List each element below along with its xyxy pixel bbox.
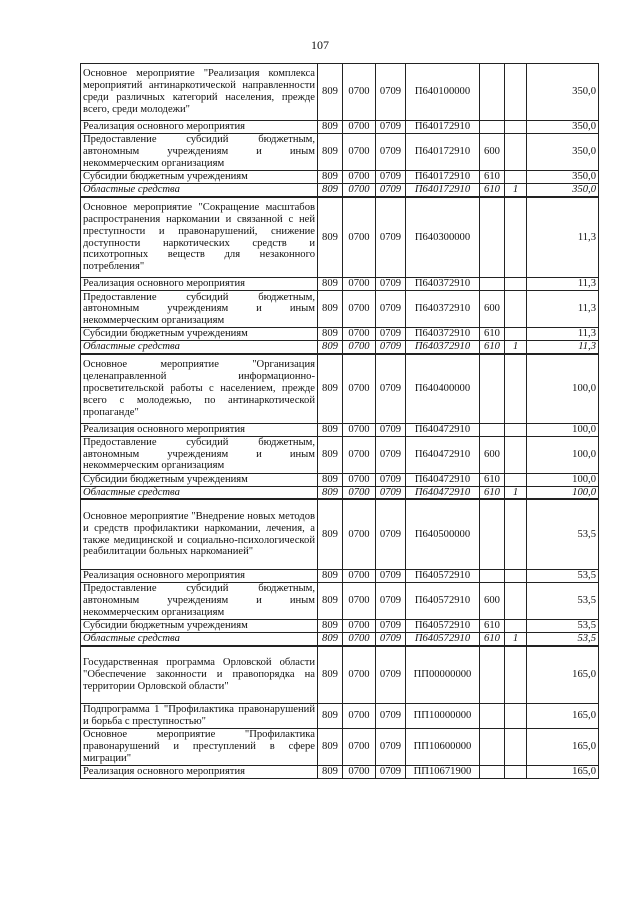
fund-source-cell: 1 [505, 184, 527, 197]
fund-source-cell: 1 [505, 632, 527, 645]
ministry-code-cell: 809 [318, 423, 343, 436]
ministry-code-cell: 809 [318, 632, 343, 645]
expense-type-cell: 600 [480, 582, 505, 619]
fund-source-cell [505, 121, 527, 134]
table-row [81, 729, 599, 765]
target-article-cell: П640572910 [406, 632, 480, 645]
section-code-cell: 0700 [343, 569, 376, 582]
section-code-cell: 0700 [343, 486, 376, 499]
row-name-cell: Областные средства [81, 341, 318, 354]
fund-source-cell [505, 423, 527, 436]
ministry-code-cell: 809 [318, 729, 343, 765]
section-code-cell: 0700 [343, 765, 376, 778]
fund-source-cell [505, 278, 527, 291]
expense-type-cell: 600 [480, 134, 505, 171]
section-code-cell: 0700 [343, 423, 376, 436]
ministry-code-cell: 809 [318, 328, 343, 341]
expense-type-cell: 600 [480, 291, 505, 328]
section-code-cell: 0700 [343, 278, 376, 291]
row-name-cell: Реализация основного мероприятия [81, 423, 318, 436]
row-name-cell: Областные средства [81, 486, 318, 499]
fund-source-cell [505, 704, 527, 729]
table-row [81, 291, 599, 328]
amount-cell: 100,0 [527, 354, 599, 423]
table-row [81, 328, 599, 341]
expense-type-cell: 610 [480, 328, 505, 341]
fund-source-cell [505, 729, 527, 765]
table-row [81, 765, 599, 778]
fund-source-cell [505, 436, 527, 473]
subsection-code-cell: 0709 [376, 704, 406, 729]
fund-source-cell [505, 473, 527, 486]
subsection-code-cell: 0709 [376, 569, 406, 582]
expense-type-cell [480, 646, 505, 704]
subsection-code-cell: 0709 [376, 341, 406, 354]
expense-type-cell: 610 [480, 619, 505, 632]
ministry-code-cell: 809 [318, 619, 343, 632]
target-article-cell: П640500000 [406, 499, 480, 569]
fund-source-cell [505, 582, 527, 619]
section-code-cell: 0700 [343, 328, 376, 341]
table-row [81, 499, 599, 569]
table-row [81, 197, 599, 278]
section-code-cell: 0700 [343, 582, 376, 619]
target-article-cell: П640472910 [406, 473, 480, 486]
section-code-cell: 0700 [343, 184, 376, 197]
subsection-code-cell: 0709 [376, 499, 406, 569]
amount-cell: 11,3 [527, 278, 599, 291]
row-name-cell: Субсидии бюджетным учреждениям [81, 328, 318, 341]
subsection-code-cell: 0709 [376, 278, 406, 291]
amount-cell: 53,5 [527, 619, 599, 632]
amount-cell: 350,0 [527, 134, 599, 171]
amount-cell: 350,0 [527, 171, 599, 184]
section-code-cell: 0700 [343, 291, 376, 328]
table-row [81, 582, 599, 619]
target-article-cell: П640372910 [406, 291, 480, 328]
expense-type-cell [480, 423, 505, 436]
fund-source-cell [505, 569, 527, 582]
ministry-code-cell: 809 [318, 436, 343, 473]
amount-cell: 350,0 [527, 121, 599, 134]
subsection-code-cell: 0709 [376, 171, 406, 184]
ministry-code-cell: 809 [318, 134, 343, 171]
table-row [81, 473, 599, 486]
target-article-cell: П640572910 [406, 619, 480, 632]
section-code-cell: 0700 [343, 64, 376, 121]
amount-cell: 165,0 [527, 765, 599, 778]
expense-type-cell: 610 [480, 341, 505, 354]
subsection-code-cell: 0709 [376, 473, 406, 486]
expense-type-cell: 610 [480, 486, 505, 499]
subsection-code-cell: 0709 [376, 646, 406, 704]
fund-source-cell [505, 134, 527, 171]
table-row [81, 486, 599, 499]
section-code-cell: 0700 [343, 197, 376, 278]
expense-type-cell [480, 499, 505, 569]
expense-type-cell [480, 354, 505, 423]
target-article-cell: П640400000 [406, 354, 480, 423]
subsection-code-cell: 0709 [376, 729, 406, 765]
fund-source-cell [505, 354, 527, 423]
row-name-cell: Предоставление субсидий бюджетным, автономным учреждениям и иным некоммерческим организациям [81, 291, 318, 328]
ministry-code-cell: 809 [318, 646, 343, 704]
row-name-cell: Основное мероприятие "Реализация комплекса мероприятий антинаркотической направленности среди различных категорий населения, прежде всего, среди молодежи" [81, 64, 318, 121]
amount-cell: 100,0 [527, 423, 599, 436]
row-name-cell: Областные средства [81, 184, 318, 197]
subsection-code-cell: 0709 [376, 197, 406, 278]
ministry-code-cell: 809 [318, 499, 343, 569]
subsection-code-cell: 0709 [376, 121, 406, 134]
table-row [81, 121, 599, 134]
expense-type-cell [480, 704, 505, 729]
amount-cell: 53,5 [527, 569, 599, 582]
table-row [81, 646, 599, 704]
target-article-cell: П640172910 [406, 134, 480, 171]
target-article-cell: П640572910 [406, 569, 480, 582]
section-code-cell: 0700 [343, 121, 376, 134]
subsection-code-cell: 0709 [376, 354, 406, 423]
target-article-cell: ПП10671900 [406, 765, 480, 778]
expense-type-cell [480, 197, 505, 278]
row-name-cell: Субсидии бюджетным учреждениям [81, 473, 318, 486]
row-name-cell: Предоставление субсидий бюджетным, автономным учреждениям и иным некоммерческим организациям [81, 582, 318, 619]
table-row [81, 436, 599, 473]
target-article-cell: П640472910 [406, 423, 480, 436]
table-row [81, 619, 599, 632]
fund-source-cell: 1 [505, 341, 527, 354]
subsection-code-cell: 0709 [376, 582, 406, 619]
row-name-cell: Субсидии бюджетным учреждениям [81, 171, 318, 184]
ministry-code-cell: 809 [318, 171, 343, 184]
table-row [81, 423, 599, 436]
expense-type-cell [480, 64, 505, 121]
amount-cell: 100,0 [527, 486, 599, 499]
subsection-code-cell: 0709 [376, 619, 406, 632]
ministry-code-cell: 809 [318, 121, 343, 134]
subsection-code-cell: 0709 [376, 64, 406, 121]
target-article-cell: П640172910 [406, 184, 480, 197]
target-article-cell: П640372910 [406, 341, 480, 354]
expense-type-cell [480, 765, 505, 778]
table-row [81, 134, 599, 171]
ministry-code-cell: 809 [318, 486, 343, 499]
fund-source-cell [505, 765, 527, 778]
ministry-code-cell: 809 [318, 341, 343, 354]
ministry-code-cell: 809 [318, 184, 343, 197]
ministry-code-cell: 809 [318, 64, 343, 121]
target-article-cell: П640172910 [406, 171, 480, 184]
section-code-cell: 0700 [343, 436, 376, 473]
amount-cell: 11,3 [527, 341, 599, 354]
table-row [81, 354, 599, 423]
row-name-cell: Областные средства [81, 632, 318, 645]
target-article-cell: ПП10600000 [406, 729, 480, 765]
row-name-cell: Государственная программа Орловской области "Обеспечение законности и правопорядка на территории Орловской области" [81, 646, 318, 704]
amount-cell: 100,0 [527, 436, 599, 473]
expense-type-cell: 610 [480, 473, 505, 486]
row-name-cell: Реализация основного мероприятия [81, 278, 318, 291]
target-article-cell: П640472910 [406, 436, 480, 473]
amount-cell: 350,0 [527, 64, 599, 121]
table-row [81, 64, 599, 121]
ministry-code-cell: 809 [318, 765, 343, 778]
section-code-cell: 0700 [343, 171, 376, 184]
section-code-cell: 0700 [343, 729, 376, 765]
expense-type-cell: 600 [480, 436, 505, 473]
target-article-cell: П640372910 [406, 278, 480, 291]
amount-cell: 11,3 [527, 197, 599, 278]
expense-type-cell [480, 278, 505, 291]
subsection-code-cell: 0709 [376, 184, 406, 197]
amount-cell: 53,5 [527, 499, 599, 569]
expense-type-cell: 610 [480, 171, 505, 184]
fund-source-cell [505, 619, 527, 632]
ministry-code-cell: 809 [318, 569, 343, 582]
subsection-code-cell: 0709 [376, 423, 406, 436]
fund-source-cell: 1 [505, 486, 527, 499]
amount-cell: 165,0 [527, 729, 599, 765]
amount-cell: 53,5 [527, 582, 599, 619]
ministry-code-cell: 809 [318, 582, 343, 619]
ministry-code-cell: 809 [318, 278, 343, 291]
amount-cell: 100,0 [527, 473, 599, 486]
row-name-cell: Основное мероприятие "Сокращение масштабов распространения наркомании и связанной с ней преступности и правонарушений, снижение доступности наркотических средств и психотропных веществ для незаконного потребления" [81, 197, 318, 278]
expense-type-cell [480, 729, 505, 765]
fund-source-cell [505, 291, 527, 328]
ministry-code-cell: 809 [318, 291, 343, 328]
table-row [81, 341, 599, 354]
target-article-cell: П640100000 [406, 64, 480, 121]
row-name-cell: Предоставление субсидий бюджетным, автономным учреждениям и иным некоммерческим организациям [81, 134, 318, 171]
subsection-code-cell: 0709 [376, 134, 406, 171]
section-code-cell: 0700 [343, 473, 376, 486]
amount-cell: 165,0 [527, 646, 599, 704]
expense-type-cell [480, 569, 505, 582]
fund-source-cell [505, 64, 527, 121]
section-code-cell: 0700 [343, 646, 376, 704]
fund-source-cell [505, 499, 527, 569]
table-row [81, 632, 599, 645]
ministry-code-cell: 809 [318, 354, 343, 423]
page-number: 107 [311, 38, 329, 52]
table-row [81, 569, 599, 582]
amount-cell: 11,3 [527, 291, 599, 328]
expense-type-cell: 610 [480, 632, 505, 645]
fund-source-cell [505, 328, 527, 341]
ministry-code-cell: 809 [318, 704, 343, 729]
table-row [81, 704, 599, 729]
row-name-cell: Основное мероприятие "Внедрение новых методов и средств профилактики наркомании, лечения, а также медицинской и социально-психологической реабилитации больных наркоманией" [81, 499, 318, 569]
target-article-cell: П640300000 [406, 197, 480, 278]
section-code-cell: 0700 [343, 619, 376, 632]
target-article-cell: П640372910 [406, 328, 480, 341]
ministry-code-cell: 809 [318, 473, 343, 486]
subsection-code-cell: 0709 [376, 486, 406, 499]
row-name-cell: Реализация основного мероприятия [81, 121, 318, 134]
amount-cell: 165,0 [527, 704, 599, 729]
row-name-cell: Субсидии бюджетным учреждениям [81, 619, 318, 632]
target-article-cell: П640472910 [406, 486, 480, 499]
subsection-code-cell: 0709 [376, 291, 406, 328]
budget-table [80, 63, 599, 779]
row-name-cell: Основное мероприятие "Организация целенаправленной информационно-просветительской работы с населением, прежде всего с молодежью, по антинаркотической пропаганде" [81, 354, 318, 423]
subsection-code-cell: 0709 [376, 328, 406, 341]
amount-cell: 11,3 [527, 328, 599, 341]
section-code-cell: 0700 [343, 632, 376, 645]
target-article-cell: П640572910 [406, 582, 480, 619]
section-code-cell: 0700 [343, 354, 376, 423]
amount-cell: 350,0 [527, 184, 599, 197]
target-article-cell: ПП10000000 [406, 704, 480, 729]
table-body [81, 64, 599, 779]
amount-cell: 53,5 [527, 632, 599, 645]
target-article-cell: П640172910 [406, 121, 480, 134]
row-name-cell: Реализация основного мероприятия [81, 569, 318, 582]
expense-type-cell: 610 [480, 184, 505, 197]
section-code-cell: 0700 [343, 134, 376, 171]
fund-source-cell [505, 646, 527, 704]
section-code-cell: 0700 [343, 704, 376, 729]
row-name-cell: Основное мероприятие "Профилактика правонарушений и преступлений в сфере миграции" [81, 729, 318, 765]
fund-source-cell [505, 197, 527, 278]
table-row [81, 171, 599, 184]
table-row [81, 278, 599, 291]
subsection-code-cell: 0709 [376, 632, 406, 645]
fund-source-cell [505, 171, 527, 184]
section-code-cell: 0700 [343, 341, 376, 354]
target-article-cell: ПП00000000 [406, 646, 480, 704]
section-code-cell: 0700 [343, 499, 376, 569]
row-name-cell: Предоставление субсидий бюджетным, автономным учреждениям и иным некоммерческим организациям [81, 436, 318, 473]
row-name-cell: Подпрограмма 1 "Профилактика правонарушений и борьба с преступностью" [81, 704, 318, 729]
subsection-code-cell: 0709 [376, 765, 406, 778]
subsection-code-cell: 0709 [376, 436, 406, 473]
row-name-cell: Реализация основного мероприятия [81, 765, 318, 778]
expense-type-cell [480, 121, 505, 134]
ministry-code-cell: 809 [318, 197, 343, 278]
table-row [81, 184, 599, 197]
